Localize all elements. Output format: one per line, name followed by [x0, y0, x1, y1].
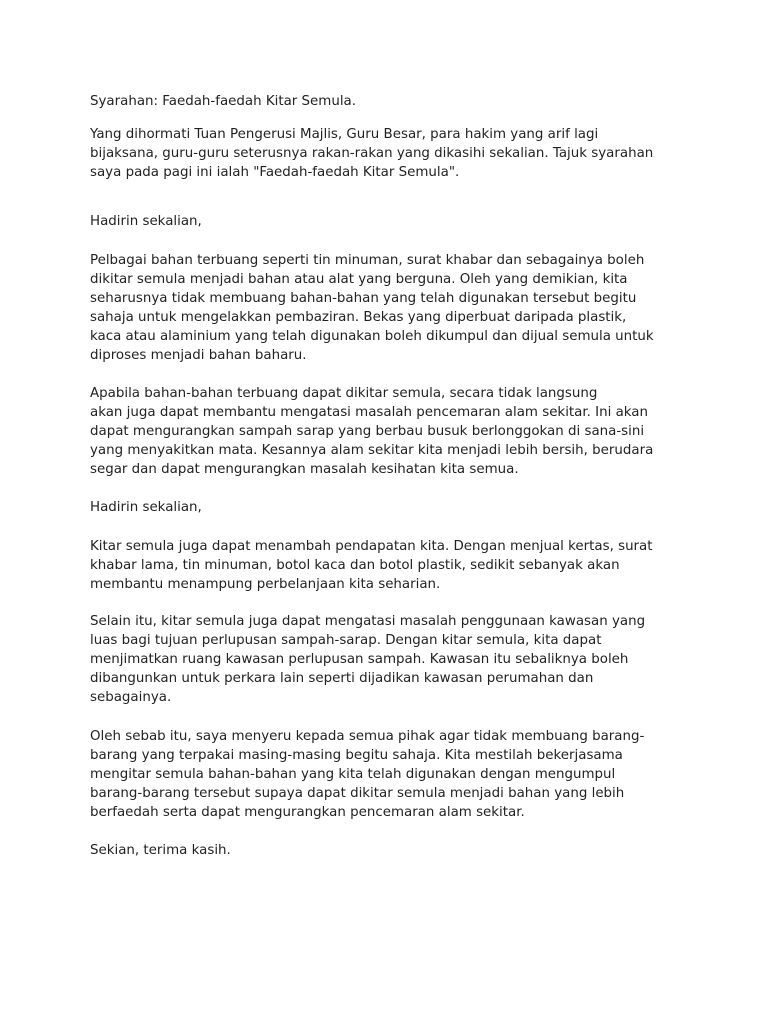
- paragraph-4: Selain itu, kitar semula juga dapat mengatasi masalah penggunaan kawasan yang luas bagi tujuan perlupusan sampah-sarap. Dengan kitar semula, kita dapat menjimatkan ruang kawasan perlupusan sampah. Kawasan itu sebaliknya boleh dibangunkan untuk perkara lain seperti dijadikan kawasan perumahan dan sebagainya.: [90, 614, 646, 705]
- greeting-1: Hadirin sekalian,: [90, 214, 202, 229]
- paragraph-5: Oleh sebab itu, saya menyeru kepada semua pihak agar tidak membuang barang- barang yang terpakai masing-masing begitu sahaja. Kita mestilah bekerjasama mengitar semula bahan-bahan yang kita telah digunakan dengan mengumpul barang-barang tersebut supaya dapat dikitar semula menjadi bahan yang lebih berfaedah serta dapat mengurangkan pencemaran alam sekitar.: [90, 729, 645, 820]
- closing-line: Sekian, terima kasih.: [90, 843, 231, 858]
- opening-paragraph: Yang dihormati Tuan Pengerusi Majlis, Guru Besar, para hakim yang arif lagi bijaksana, guru-guru seterusnya rakan-rakan yang dikasihi sekalian. Tajuk syarahan saya pada pagi ini ialah "Faedah-faedah Kitar Semula".: [90, 127, 654, 180]
- greeting-2: Hadirin sekalian,: [90, 500, 202, 515]
- speech-title: Syarahan: Faedah-faedah Kitar Semula.: [90, 94, 357, 109]
- paragraph-3: Kitar semula juga dapat menambah pendapatan kita. Dengan menjual kertas, surat khabar lama, tin minuman, botol kaca dan botol plastik, sedikit sebanyak akan membantu menampung perbelanjaan kita seharian.: [90, 539, 653, 592]
- paragraph-1: Pelbagai bahan terbuang seperti tin minuman, surat khabar dan sebagainya boleh dikitar semula menjadi bahan atau alat yang berguna. Oleh yang demikian, kita seharusnya tidak membuang bahan-bahan yang telah digunakan tersebut begitu sahaja untuk mengelakkan pembaziran. Bekas yang diperbuat daripada plastik, kaca atau alaminium yang telah digunakan boleh dikumpul dan dijual semula untuk diproses menjadi bahan baharu.: [90, 253, 654, 363]
- paragraph-2: Apabila bahan-bahan terbuang dapat dikitar semula, secara tidak langsung akan juga dapat membantu mengatasi masalah pencemaran alam sekitar. Ini akan dapat mengurangkan sampah sarap yang berbau busuk berlonggokan di sana-sini yang menyakitkan mata. Kesannya alam sekitar kita menjadi lebih bersih, berudara segar dan dapat mengurangkan masalah kesihatan kita semua.: [90, 386, 654, 477]
